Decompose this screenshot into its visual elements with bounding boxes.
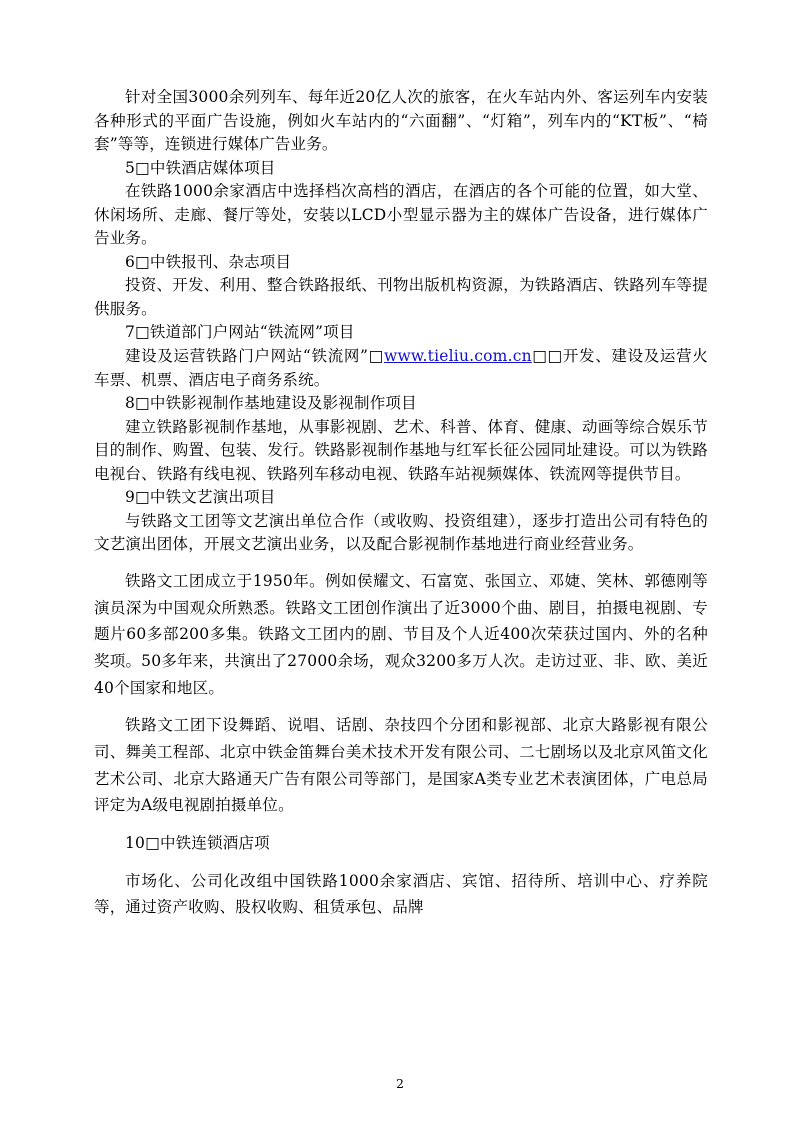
paragraph-heading-7: 7□铁道部门户网站“铁流网”项目 <box>125 323 355 342</box>
paragraph-1: 针对全国3000余列列车、每年近20亿人次的旅客，在火车站内外、客运列车内安装各种形式的平面广告设施，例如火车站内的“六面翻”、“灯箱”，列车内的“KT板”、“椅套”等等，连锁进行媒体广告业务。 <box>94 88 708 154</box>
paragraph-9: 市场化、公司化改组中国铁路1000余家酒店、宾馆、招待所、培训中心、疗养院等，通过资产收购、股权收购、租赁承包、品牌 <box>94 871 708 917</box>
text-before-link: 建设及运营铁路门户网站“铁流网”□ <box>125 347 384 366</box>
tieliu-website-link[interactable]: www.tieliu.com.cn <box>383 347 532 366</box>
paragraph-3: 投资、开发、利用、整合铁路报纸、刊物出版机构资源，为铁路酒店、铁路列车等提供服务。 <box>94 276 708 318</box>
paragraph-heading-10: 10□中铁连锁酒店项 <box>125 833 270 852</box>
text-after-link: □□开发、建设及运营火车票、机票、酒店电子商务系统。 <box>94 347 708 389</box>
page-number: 2 <box>396 1076 404 1091</box>
paragraph-7: 铁路文工团成立于1950年。例如侯耀文、石富宽、张国立、邓婕、笑林、郭德刚等演员深为中国观众所熟悉。铁路文工团创作演出了近3000个曲、剧目，拍摄电视剧、专题片60多部200多集。铁路文工团内的剧、节目及个人近400次荣获过国内、外的名种奖项。50多年来，共演出了27000余场，观众3200多万人次。走访过亚、非、欧、美近40个国家和地区。 <box>94 571 708 697</box>
paragraph-2: 在铁路1000余家酒店中选择档次高档的酒店，在酒店的各个可能的位置，如大堂、休闲场所、走廊、餐厅等处，安装以LCD小型显示器为主的媒体广告设备，进行媒体广告业务。 <box>94 182 708 248</box>
paragraph-8: 铁路文工团下设舞蹈、说唱、话剧、杂技四个分团和影视部、北京大路影视有限公司、舞美工程部、北京中铁金笛舞台美术技术开发有限公司、二七剧场以及北京风笛文化艺术公司、北京大路通天广告有限公司等部门，是国家A类专业艺术表演团体，广电总局评定为A级电视剧拍摄单位。 <box>94 716 708 815</box>
page-content <box>94 86 708 921</box>
paragraph-4-with-link <box>94 345 708 392</box>
paragraph-5: 建立铁路影视制作基地，从事影视剧、艺术、科普、体育、健康、动画等综合娱乐节目的制作、购置、包装、发行。铁路影视制作基地与红军长征公园同址建设。可以为铁路电视台、铁路有线电视、铁路列车移动电视、铁路车站视频媒体、铁流网等提供节目。 <box>94 417 708 483</box>
paragraph-heading-9: 9□中铁文艺演出项目 <box>125 488 276 507</box>
paragraph-6: 与铁路文工团等文艺演出单位合作（或收购、投资组建），逐步打造出公司有特色的文艺演出团体，开展文艺演出业务，以及配合影视制作基地进行商业经营业务。 <box>94 511 708 554</box>
paragraph-heading-5: 5□中铁酒店媒体项目 <box>125 158 276 177</box>
paragraph-heading-8: 8□中铁影视制作基地建设及影视制作项目 <box>125 394 417 413</box>
paragraph-heading-6: 6□中铁报刊、杂志项目 <box>125 252 292 271</box>
